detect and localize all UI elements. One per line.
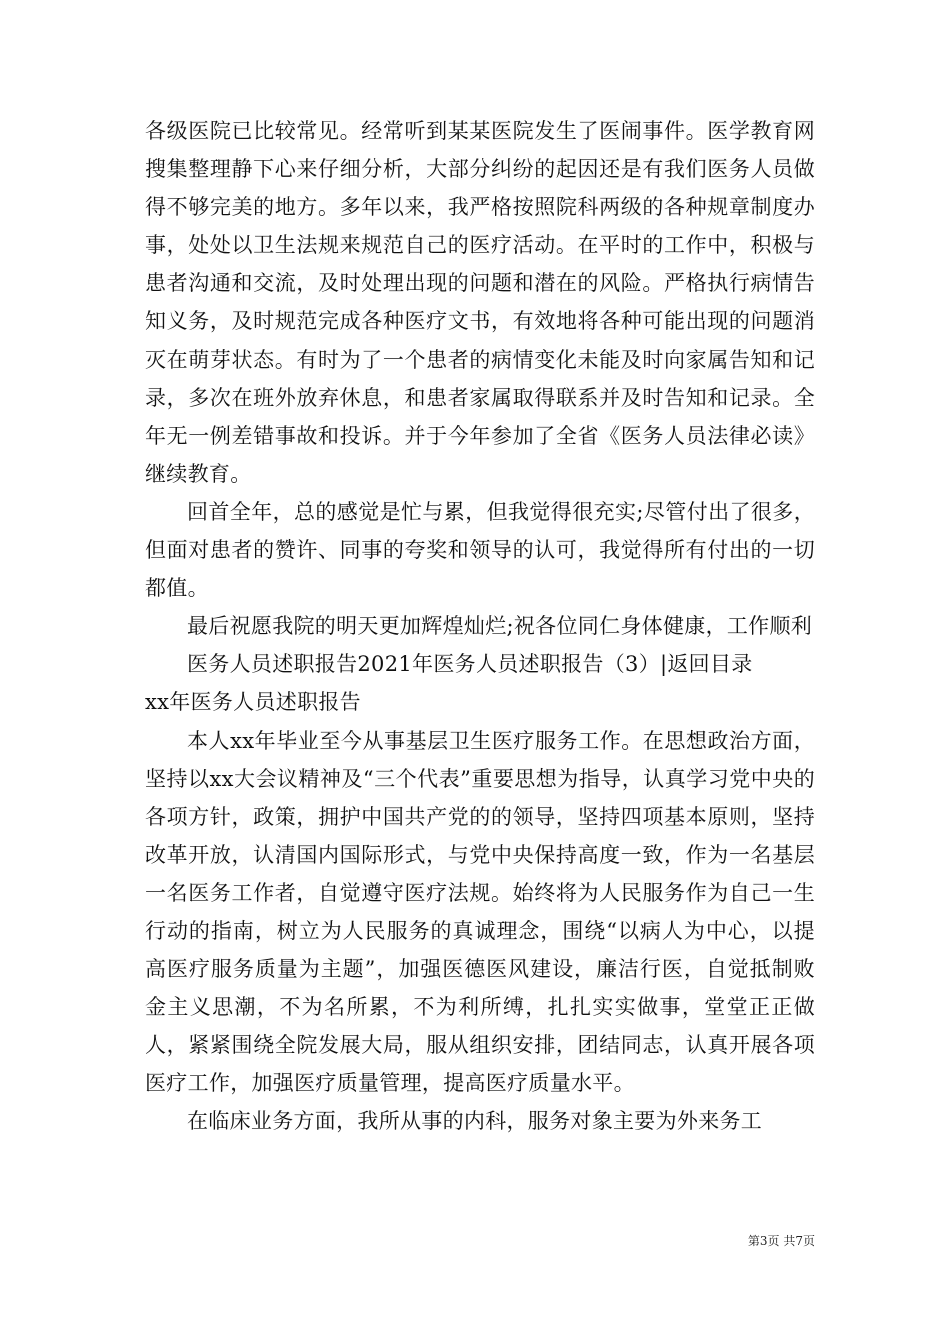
paragraph-1: 各级医院已比较常见。经常听到某某医院发生了医闹事件。医学教育网搜集整理静下心来仔细分析，大部分纠纷的起因还是有我们医务人员做得不够完美的地方。多年以来，我严格按照院科两级的各种规章制度办事，处处以卫生法规来规范自己的医疗活动。在平时的工作中，积极与患者沟通和交流，及时处理出现的问题和潜在的风险。严格执行病情告知义务，及时规范完成各种医疗文书，有效地将各种可能出现的问题消灭在萌芽状态。有时为了一个患者的病情变化未能及时向家属告知和记录，多次在班外放弃休息，和患者家属取得联系并及时告知和记录。全年无一例差错事故和投诉。并于今年参加了全省《医务人员法律必读》继续教育。 <box>145 119 815 486</box>
paragraph-4-section-link: 医务人员述职报告2021年医务人员述职报告（3）|返回目录 <box>187 652 753 677</box>
paragraph-3: 最后祝愿我院的明天更加辉煌灿烂;祝各位同仁身体健康，工作顺利 <box>187 614 813 639</box>
paragraph-2: 回首全年，总的感觉是忙与累，但我觉得很充实;尽管付出了很多，但面对患者的赞许、同事的夸奖和领导的认可，我觉得所有付出的一切都值。 <box>145 499 815 601</box>
document-body <box>145 112 815 1141</box>
paragraph-5-section-title: xx年医务人员述职报告 <box>145 690 361 715</box>
paragraph-7: 在临床业务方面，我所从事的内科，服务对象主要为外来务工 <box>187 1109 763 1134</box>
page-number: 第3页 共7页 <box>747 1234 815 1248</box>
paragraph-6: 本人xx年毕业至今从事基层卫生医疗服务工作。在思想政治方面，坚持以xx大会议精神及“三个代表”重要思想为指导，认真学习党中央的各项方针，政策，拥护中国共产党的的领导，坚持四项基本原则，坚持改革开放，认清国内国际形式，与党中央保持高度一致，作为一名基层一名医务工作者，自觉遵守医疗法规。始终将为人民服务作为自己一生行动的指南，树立为人民服务的真诚理念，围绕“以病人为中心，以提高医疗服务质量为主题”，加强医德医风建设，廉洁行医，自觉抵制败金主义思潮，不为名所累，不为利所缚，扎扎实实做事，堂堂正正做人，紧紧围绕全院发展大局，服从组织安排，团结同志，认真开展各项医疗工作，加强医疗质量管理，提高医疗质量水平。 <box>145 728 815 1096</box>
